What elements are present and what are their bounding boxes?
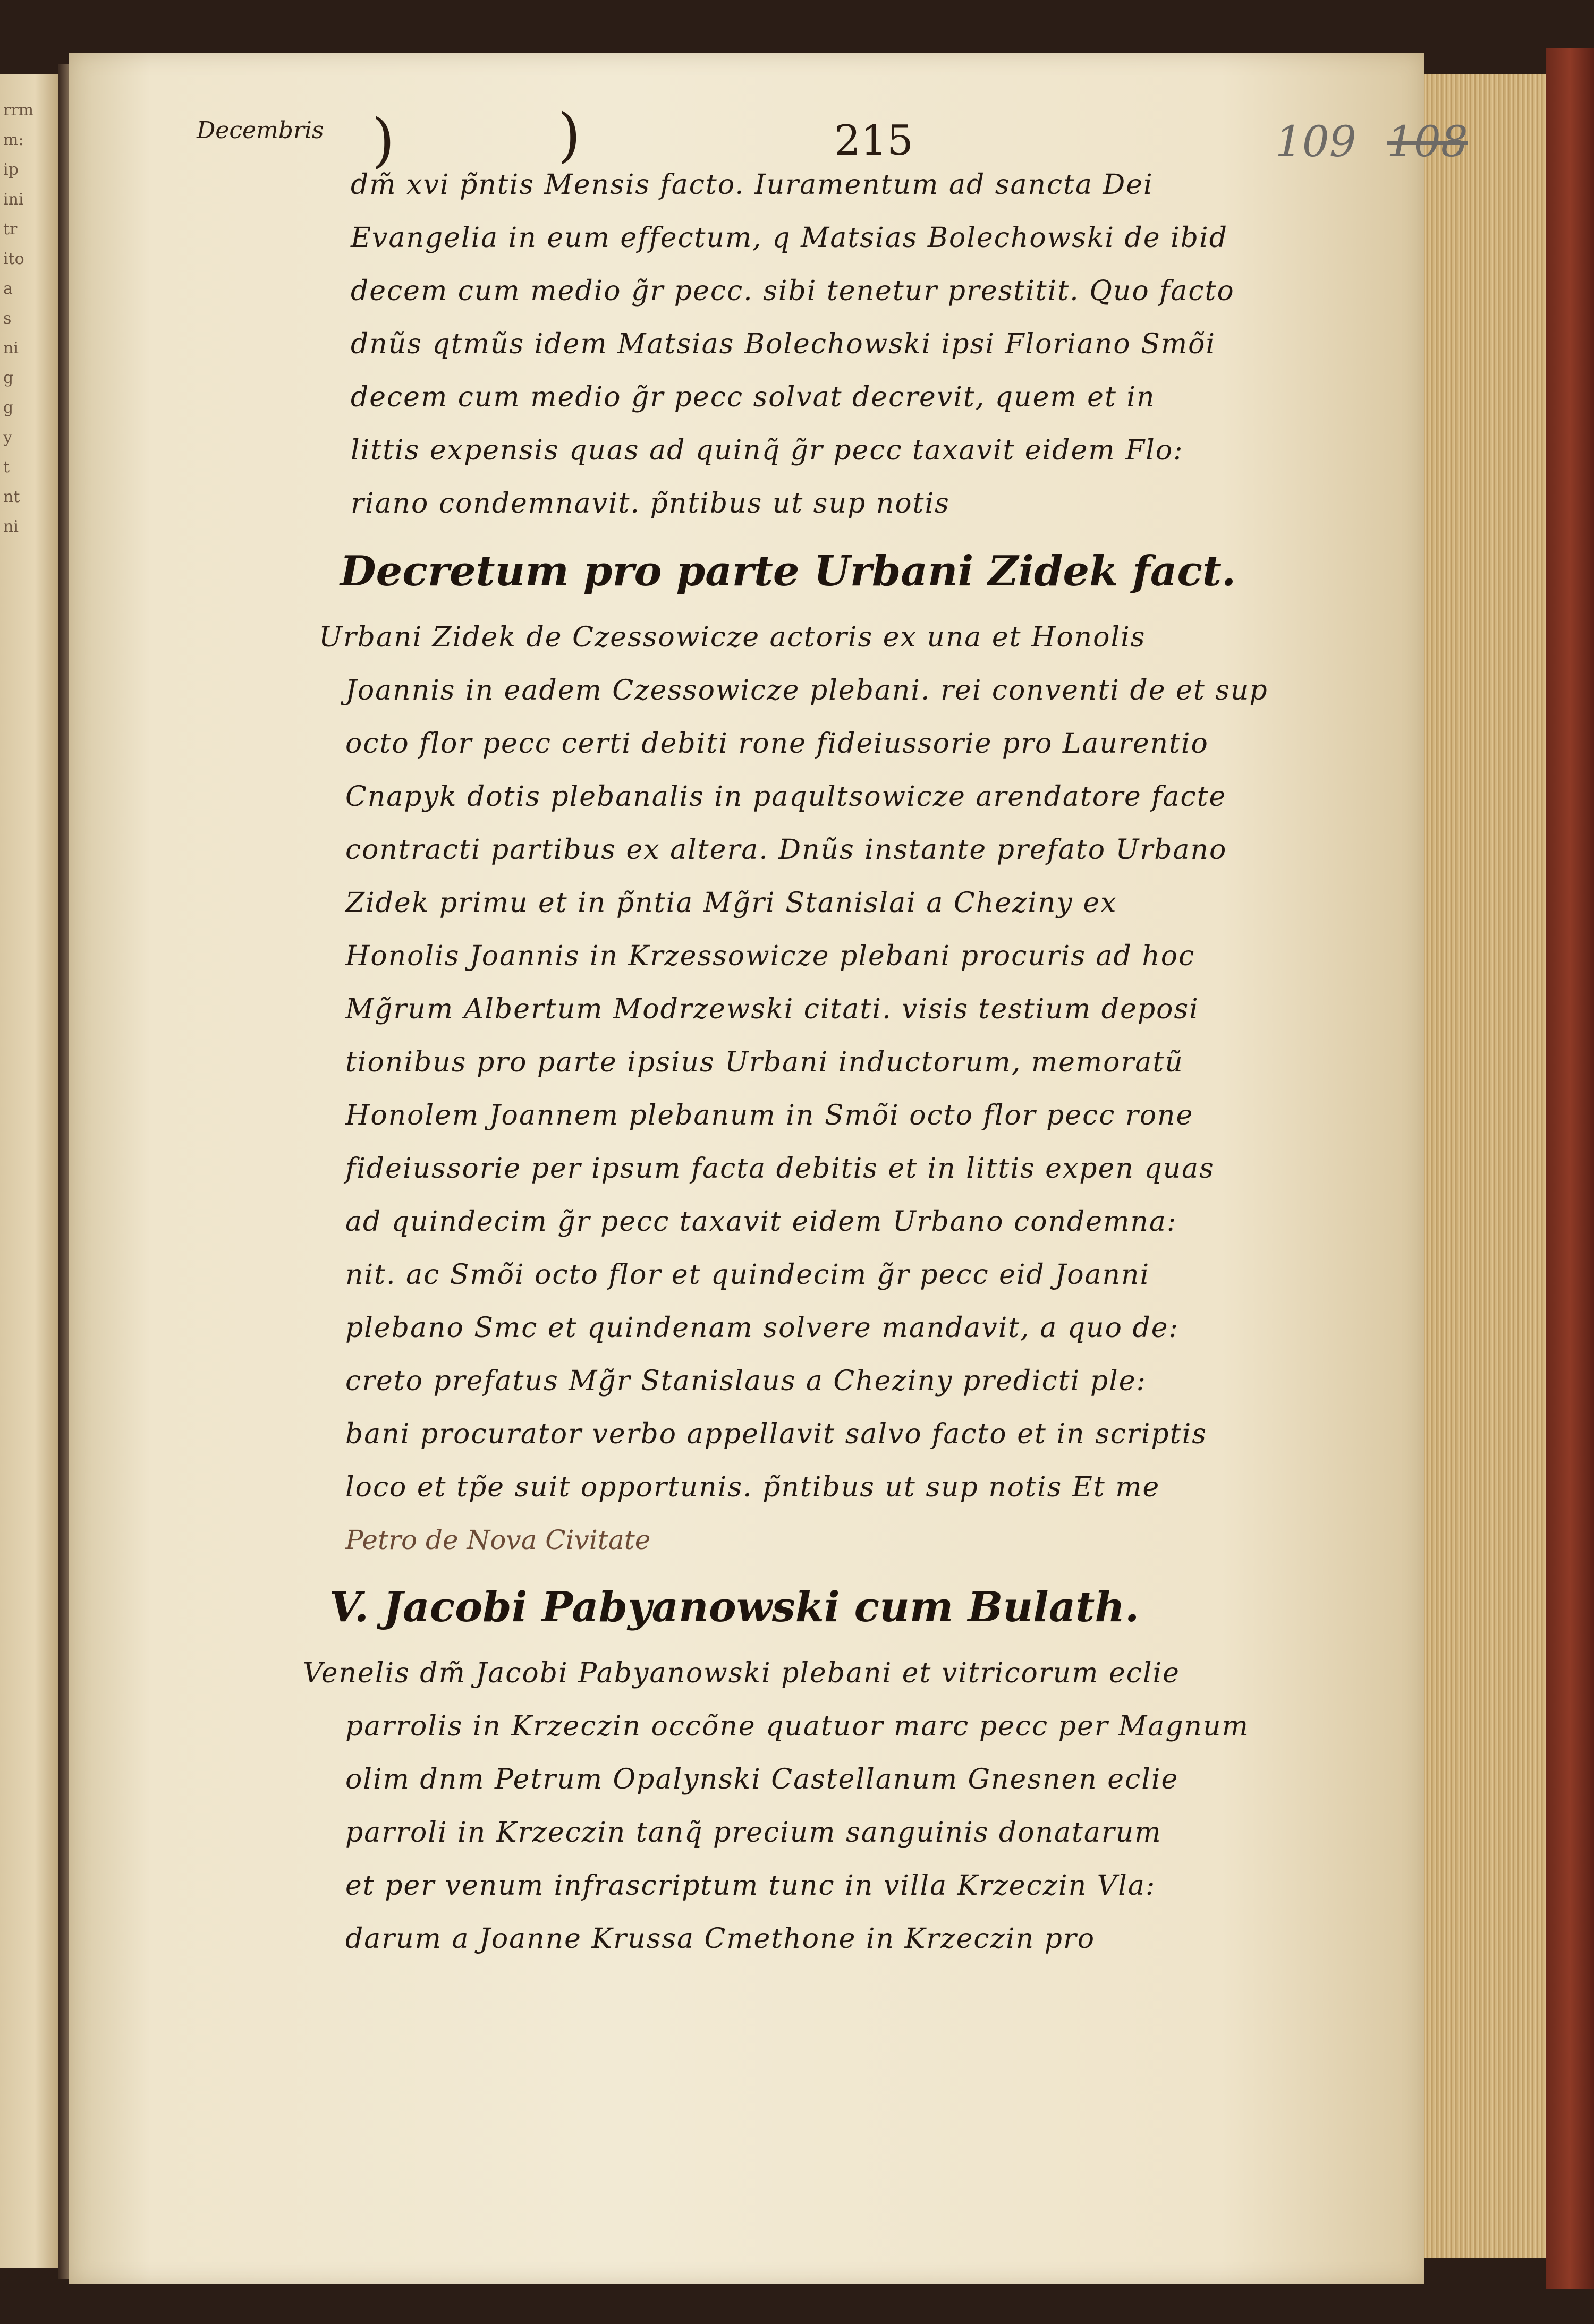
text-line: decem cum medio g̃r pecc solvat decrevit, quem et in: [351, 381, 1156, 413]
fragment: ini: [3, 190, 24, 209]
text-line: darum a Joanne Krussa Cmethone in Krzeczin pro: [345, 1923, 1096, 1955]
fragment: s: [3, 309, 12, 328]
folio-number: 215: [834, 117, 913, 165]
fragment: a: [3, 279, 13, 298]
fragment: nt: [3, 488, 20, 506]
section-heading: V. Jacobi Pabyanowski cum Bulath.: [329, 1583, 1140, 1631]
text-line: Zidek primu et in p̃ntia Mg̃ri Stanislai a Cheziny ex: [345, 887, 1117, 919]
text-line: Honolem Joannem plebanum in Smõi octo flor pecc rone: [345, 1100, 1194, 1131]
text-line: et per venum infrascriptum tunc in villa Krzeczin Vla:: [345, 1870, 1156, 1902]
fragment: ni: [3, 517, 19, 536]
fragment: ito: [3, 250, 24, 268]
page-edges: [1424, 74, 1546, 2258]
text-line: ad quindecim g̃r pecc taxavit eidem Urbano condemna:: [345, 1206, 1177, 1238]
section-heading: Decretum pro parte Urbani Zidek fact.: [340, 547, 1236, 595]
text-line: decem cum medio g̃r pecc. sibi tenetur prestitit. Quo facto: [351, 275, 1235, 307]
fragment: g: [3, 398, 14, 417]
text-line: parrolis in Krzeczin occõne quatuor marc pecc per Magnum: [345, 1710, 1249, 1742]
text-line: Cnapyk dotis plebanalis in paqultsowicze arendatore facte: [345, 781, 1227, 813]
text-line: creto prefatus Mg̃r Stanislaus a Cheziny predicti ple:: [345, 1365, 1147, 1397]
text-line: octo flor pecc certi debiti rone fideiussorie pro Laurentio: [345, 728, 1209, 760]
text-line: Evangelia in eum effectum, q Matsias Bolechowski de ibid: [351, 222, 1228, 254]
text-line: riano condemnavit. p̃ntibus ut sup notis: [351, 488, 950, 520]
bracket-mark: ): [372, 106, 395, 174]
left-margin-fragments: [3, 96, 51, 542]
text-line: bani procurator verbo appellavit salvo facto et in scriptis: [345, 1418, 1207, 1450]
text-line: olim dnm Petrum Opalynski Castellanum Gnesnen eclie: [345, 1764, 1179, 1795]
fragment: y: [3, 428, 12, 447]
fragment: ni: [3, 339, 19, 357]
text-line: littis expensis quas ad quinq̃ g̃r pecc taxavit eidem Flo:: [351, 435, 1184, 466]
month-heading: Decembris: [197, 117, 324, 144]
text-line: loco et tp̃e suit opportunis. p̃ntibus ut sup notis Et me: [345, 1471, 1160, 1503]
fragment: tr: [3, 220, 18, 239]
text-line: plebano Smc et quindenam solvere mandavit, a quo de:: [345, 1312, 1180, 1344]
gutter: [58, 64, 69, 2279]
fragment: g: [3, 369, 14, 387]
marginal-note: Petro de Nova Civitate: [345, 1525, 651, 1555]
manuscript-page: [69, 53, 1468, 2284]
text-line: dm̃ xvi p̃ntis Mensis facto. Iuramentum ad sancta Dei: [351, 169, 1154, 201]
book-cover: [1546, 48, 1594, 2289]
fragment: m:: [3, 131, 24, 149]
text-line: Venelis dm̃ Jacobi Pabyanowski plebani et vitricorum eclie: [303, 1657, 1180, 1689]
text-line: nit. ac Smõi octo flor et quindecim g̃r pecc eid Joanni: [345, 1259, 1150, 1291]
text-line: fideiussorie per ipsum facta debitis et in littis expen quas: [345, 1153, 1215, 1185]
fragment: ip: [3, 160, 19, 179]
text-line: parroli in Krzeczin tanq̃ precium sanguinis donatarum: [345, 1817, 1162, 1849]
left-page-edge: [0, 74, 58, 2268]
fragment: t: [3, 458, 10, 476]
text-line: contracti partibus ex altera. Dnũs instante prefato Urbano: [345, 834, 1227, 866]
text-line: dnũs qtmũs idem Matsias Bolechowski ipsi Floriano Smõi: [351, 328, 1216, 360]
text-line: Urbani Zidek de Czessowicze actoris ex una et Honolis: [319, 622, 1146, 653]
text-line: tionibus pro parte ipsius Urbani inductorum, memoratũ: [345, 1046, 1184, 1078]
text-line: Joannis in eadem Czessowicze plebani. rei conventi de et sup: [345, 675, 1268, 706]
bracket-mark: ): [558, 101, 581, 169]
text-line: Mg̃rum Albertum Modrzewski citati. visis testium deposi: [345, 993, 1199, 1025]
struck-pencil-number: 108: [1387, 117, 1468, 166]
pencil-number: 109: [1275, 117, 1356, 166]
fragment: rrm: [3, 101, 34, 120]
text-line: Honolis Joannis in Krzessowicze plebani procuris ad hoc: [345, 940, 1196, 972]
